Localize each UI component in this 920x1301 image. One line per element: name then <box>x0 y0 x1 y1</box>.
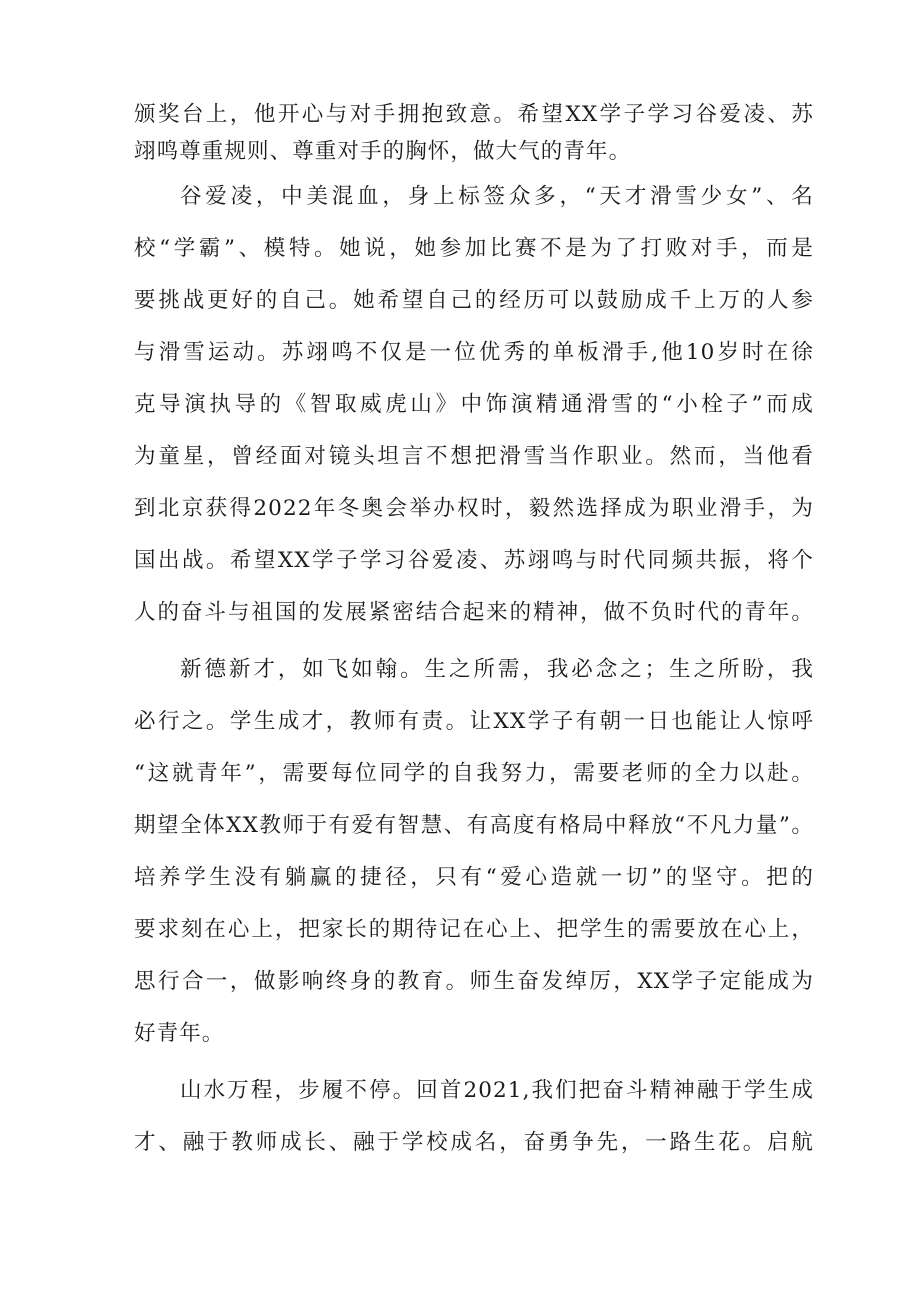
text-line: 谷爱凌，中美混血，身上标签众多，“天才滑雪少女”、名 <box>180 184 814 209</box>
text-line: 好青年。 <box>134 1021 225 1046</box>
text-line: 翊鸣尊重规则、尊重对手的胸怀，做大气的青年。 <box>134 139 632 164</box>
text-line: 培养学生没有躺赢的捷径，只有“爱心造就一切”的坚守。把的 <box>134 865 814 890</box>
text-line: 山水万程，步履不停。回首2021,我们把奋斗精神融于学生成 <box>180 1078 814 1103</box>
text-line: 颁奖台上，他开心与对手拥抱致意。希望XX学子学习谷爱凌、苏 <box>134 102 814 127</box>
text-line: 要挑战更好的自己。她希望自己的经历可以鼓励成千上万的人参 <box>134 288 814 313</box>
text-line: 人的奋斗与祖国的发展紧密结合起来的精神，做不负时代的青年。 <box>134 600 814 625</box>
text-line: 克导演执导的《智取威虎山》中饰演精通滑雪的“小栓子”而成 <box>134 392 814 417</box>
text-line: 期望全体XX教师于有爱有智慧、有高度有格局中释放“不凡力量”。 <box>134 813 814 838</box>
text-line: 才、融于教师成长、融于学校成名，奋勇争先，一路生花。启航 <box>134 1130 814 1155</box>
text-line: 要求刻在心上，把家长的期待记在心上、把学生的需要放在心上， <box>134 917 814 942</box>
text-line: 与滑雪运动。苏翊鸣不仅是一位优秀的单板滑手,他10岁时在徐 <box>134 340 814 365</box>
text-line: 国出战。希望XX学子学习谷爱凌、苏翊鸣与时代同频共振，将个 <box>134 548 814 573</box>
text-line: “这就青年”，需要每位同学的自我努力，需要老师的全力以赴。 <box>134 761 814 786</box>
text-line: 思行合一，做影响终身的教育。师生奋发绰厉，XX学子定能成为 <box>134 969 814 994</box>
text-line: 新德新才，如飞如翰。生之所需，我必念之；生之所盼，我 <box>180 657 814 682</box>
text-line: 校“学霸”、模特。她说，她参加比赛不是为了打败对手，而是 <box>134 236 814 261</box>
text-line: 必行之。学生成才，教师有责。让XX学子有朝一日也能让人惊呼 <box>134 709 814 734</box>
text-line: 为童星，曾经面对镜头坦言不想把滑雪当作职业。然而，当他看 <box>134 444 814 469</box>
text-line: 到北京获得2022年冬奥会举办权时，毅然选择成为职业滑手，为 <box>134 496 814 521</box>
